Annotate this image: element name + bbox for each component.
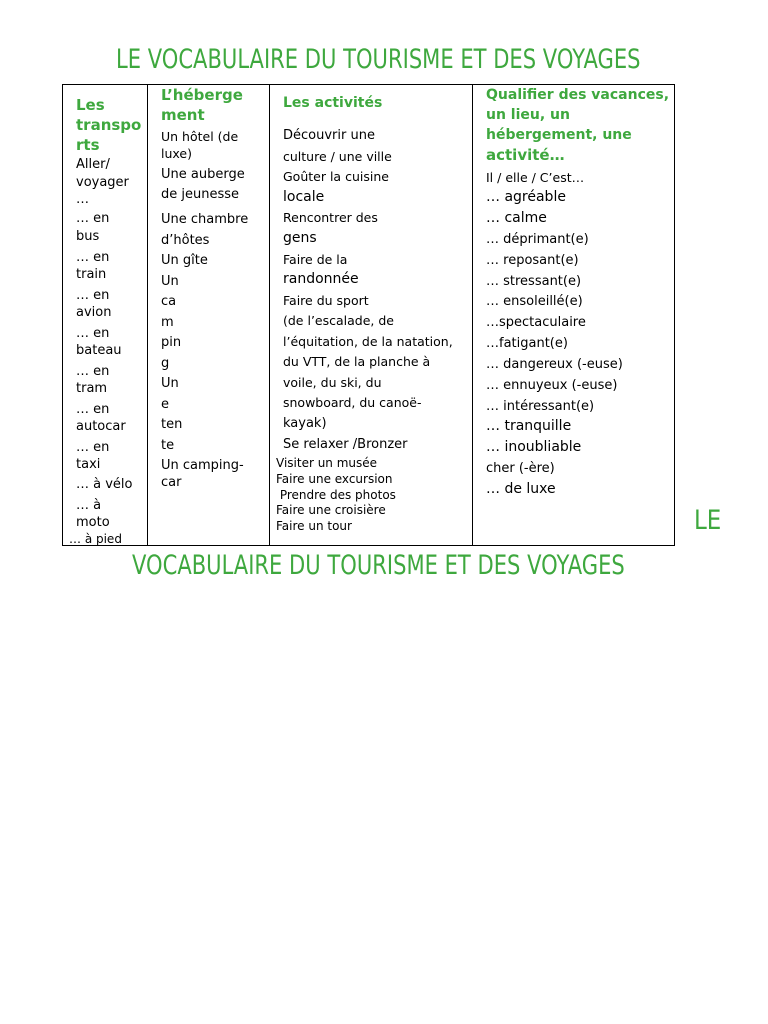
list-item: snowboard, du canoë- (283, 395, 422, 410)
list-item: locale (283, 189, 325, 205)
list-item: du VTT, de la planche à (283, 354, 431, 369)
list-item: Goûter la cuisine (283, 169, 389, 184)
list-item: …fatigant(e) (486, 336, 568, 351)
list-item: Aller/ (76, 157, 110, 172)
list-item: … inoubliable (486, 439, 582, 455)
list-item: … intéressant(e) (486, 399, 595, 414)
repeated-title-fragment: LE (694, 505, 722, 536)
list-item: Se relaxer /Bronzer (283, 437, 408, 452)
heading-line: hébergement, une (486, 127, 632, 143)
list-item: tram (76, 381, 108, 396)
heading-line: transpo (76, 116, 142, 134)
list-item: g (161, 356, 170, 371)
list-item: … déprimant(e) (486, 232, 589, 247)
list-item: Un hôtel (de (161, 129, 239, 144)
column-heading-qualifier (486, 85, 669, 165)
list-item: Un (161, 274, 179, 289)
list-item: … à pied (69, 532, 122, 546)
list-item: bateau (76, 343, 122, 358)
list-item: pin (161, 335, 182, 350)
column-qualifier (473, 85, 674, 545)
list-item: (de l’escalade, de (283, 313, 394, 328)
list-item: … ensoleillé(e) (486, 294, 583, 309)
list-item: gens (283, 230, 317, 246)
list-item: Un (161, 376, 179, 391)
list-item: Faire un tour (276, 519, 352, 533)
list-item: Faire une excursion (276, 472, 393, 486)
list-item: … à vélo (76, 477, 133, 492)
list-item: m (161, 315, 174, 330)
heading-line: activité… (486, 146, 565, 164)
list-item: … en (76, 288, 110, 303)
list-item: train (76, 267, 107, 282)
list-item: … en (76, 211, 110, 226)
heading-line: rts (76, 136, 100, 154)
list-item: … agréable (486, 189, 566, 205)
list-item: … en (76, 250, 110, 265)
heading-line: Les activités (283, 95, 383, 111)
list-item: car (161, 475, 182, 490)
heading-line: ment (161, 106, 205, 124)
list-item: d’hôtes (161, 233, 210, 248)
list-item: voile, du ski, du (283, 375, 382, 390)
list-item: randonnée (283, 271, 359, 287)
list-item: Prendre des photos (276, 488, 396, 502)
list-item: … en (76, 440, 110, 455)
list-item: culture / une ville (283, 149, 392, 164)
list-item: … (76, 192, 89, 207)
list-item: … tranquille (486, 418, 572, 434)
heading-line: L’héberge (161, 86, 243, 104)
list-item: cher (-ère) (486, 461, 555, 476)
list-item: Faire une croisière (276, 503, 386, 517)
list-item: … de luxe (486, 481, 556, 497)
list-item: … reposant(e) (486, 253, 579, 268)
list-item: bus (76, 229, 100, 244)
column-activites (270, 85, 473, 545)
list-item: Une chambre (161, 212, 249, 227)
column-heading-activites (283, 93, 382, 113)
list-item: ten (161, 417, 183, 432)
list-item: Faire du sport (283, 293, 369, 308)
list-item: …spectaculaire (486, 315, 586, 330)
list-item: kayak) (283, 416, 327, 431)
heading-line: un lieu, un (486, 107, 570, 123)
list-item: … en (76, 326, 110, 341)
list-item: Rencontrer des (283, 210, 378, 225)
column-hebergement (148, 85, 270, 545)
list-item: Il / elle / C’est… (486, 170, 585, 185)
list-item: e (161, 397, 169, 412)
heading-line: Les (76, 96, 105, 114)
list-item: ca (161, 294, 177, 309)
heading-line: Qualifier des vacances, (486, 87, 670, 103)
list-item: Faire de la (283, 252, 348, 267)
list-item: Visiter un musée (276, 456, 378, 470)
list-item: … à (76, 498, 102, 513)
list-item: … dangereux (-euse) (486, 357, 623, 372)
list-item: voyager (76, 175, 129, 190)
list-item: … en (76, 364, 110, 379)
list-item: luxe) (161, 146, 192, 161)
list-item: moto (76, 515, 110, 530)
vocabulary-table (62, 84, 675, 546)
list-item: autocar (76, 419, 126, 434)
list-item: … stressant(e) (486, 274, 582, 289)
list-item: te (161, 438, 175, 453)
list-item: Un gîte (161, 253, 208, 268)
repeated-title: VOCABULAIRE DU TOURISME ET DES VOYAGES (132, 550, 625, 581)
list-item: Une auberge (161, 167, 245, 182)
list-item: taxi (76, 457, 101, 472)
list-item: … ennuyeux (-euse) (486, 378, 618, 393)
list-item: … en (76, 402, 110, 417)
page-title: LE VOCABULAIRE DU TOURISME ET DES VOYAGES (116, 44, 641, 75)
list-item: avion (76, 305, 112, 320)
column-heading-transports (76, 95, 141, 155)
list-item: l’équitation, de la natation, (283, 334, 453, 349)
column-heading-hebergement (161, 85, 243, 125)
list-item: Un camping- (161, 458, 244, 473)
column-transports (63, 85, 148, 545)
list-item: Découvrir une (283, 128, 375, 143)
list-item: de jeunesse (161, 187, 240, 202)
list-item: … calme (486, 210, 547, 226)
